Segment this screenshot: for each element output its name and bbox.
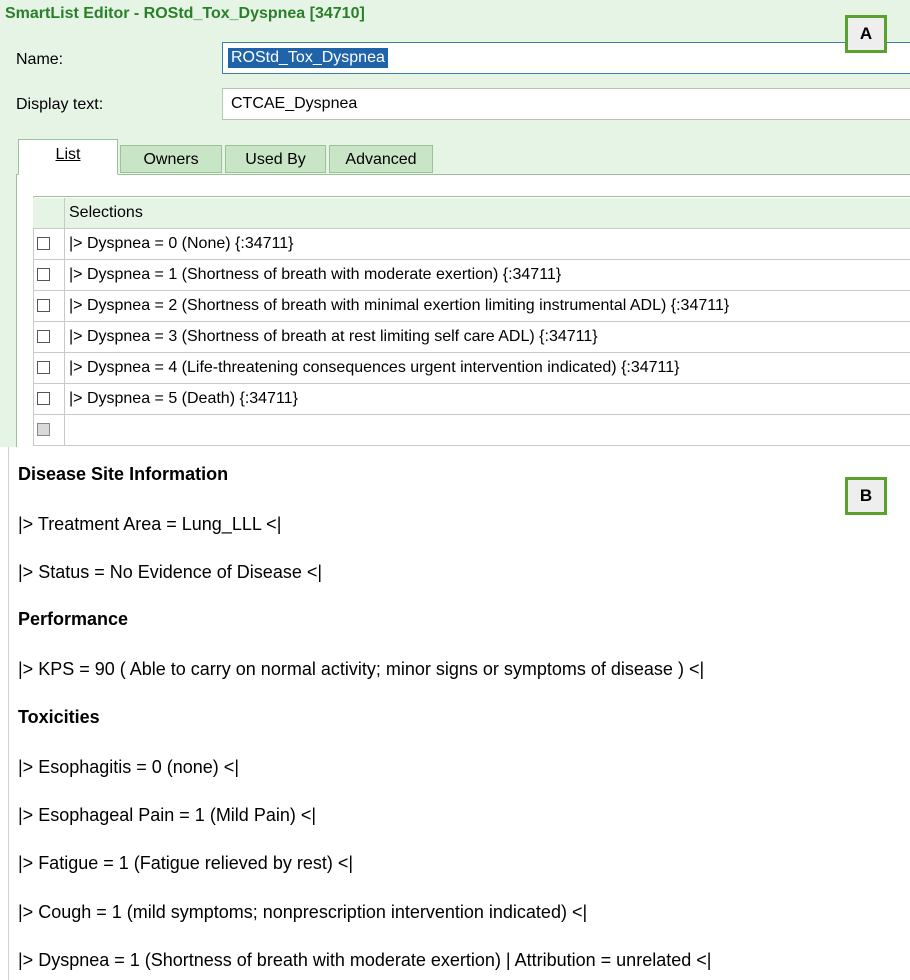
- display-text-value[interactable]: CTCAE_Dyspnea: [231, 95, 358, 112]
- grid-header-check-cell: [33, 198, 65, 228]
- table-row[interactable]: [33, 353, 910, 384]
- note-line: |> Fatigue = 1 (Fatigue relieved by rest) <|: [18, 853, 354, 873]
- new-row-checkbox: [37, 423, 50, 436]
- row-check-cell: [33, 229, 65, 259]
- table-row[interactable]: [33, 291, 910, 322]
- tab-advanced[interactable]: [329, 145, 433, 173]
- display-text-label: Display text:: [16, 96, 104, 113]
- row-check-cell: [33, 353, 65, 383]
- table-row[interactable]: [33, 260, 910, 291]
- name-label: Name:: [16, 51, 64, 68]
- grid-top-border: [33, 196, 910, 197]
- note-line: |> Dyspnea = 1 (Shortness of breath with moderate exertion) | Attribution = unrelated <|: [18, 950, 712, 970]
- row-check-cell: [33, 322, 65, 352]
- note-preview-panel: [0, 447, 910, 980]
- row-checkbox[interactable]: [37, 392, 50, 405]
- selections-grid: [33, 198, 910, 446]
- tab-owners[interactable]: [120, 145, 222, 173]
- tab-list-label: List: [55, 146, 81, 163]
- row-checkbox[interactable]: [37, 268, 50, 281]
- window-title: SmartList Editor - ROStd_Tox_Dyspnea [34710]: [5, 5, 365, 22]
- section-heading: Disease Site Information: [18, 464, 229, 484]
- table-row[interactable]: [33, 384, 910, 415]
- row-check-cell: [33, 415, 65, 445]
- left-divider: [8, 447, 9, 980]
- row-text[interactable]: |> Dyspnea = 0 (None) {:34711}: [69, 235, 294, 252]
- row-check-cell: [33, 291, 65, 321]
- row-check-cell: [33, 384, 65, 414]
- row-text[interactable]: |> Dyspnea = 5 (Death) {:34711}: [69, 390, 298, 407]
- display-text-input[interactable]: [222, 88, 910, 120]
- row-text[interactable]: |> Dyspnea = 2 (Shortness of breath with minimal exertion limiting instrumental ADL) {:34711}: [69, 297, 730, 314]
- tab-owners-label: Owners: [143, 151, 199, 168]
- note-line: |> KPS = 90 ( Able to carry on normal activity; minor signs or symptoms of disease ) <|: [18, 659, 705, 679]
- label-badge-a: A: [845, 15, 887, 53]
- smartlist-editor-window: [0, 0, 910, 447]
- tab-list[interactable]: [18, 139, 118, 175]
- section-heading: Performance: [18, 609, 129, 629]
- tab-advanced-label: Advanced: [345, 151, 417, 168]
- row-text[interactable]: |> Dyspnea = 4 (Life-threatening consequences urgent intervention indicated) {:34711}: [69, 359, 680, 376]
- new-entry-row[interactable]: [33, 415, 910, 446]
- name-input-value[interactable]: ROStd_Tox_Dyspnea: [228, 48, 388, 68]
- row-checkbox[interactable]: [37, 237, 50, 250]
- note-line: |> Status = No Evidence of Disease <|: [18, 562, 323, 582]
- table-row[interactable]: [33, 229, 910, 260]
- table-row[interactable]: [33, 322, 910, 353]
- tab-used-by[interactable]: [225, 145, 326, 173]
- note-line: |> Cough = 1 (mild symptoms; nonprescription intervention indicated) <|: [18, 902, 588, 922]
- name-input[interactable]: [222, 42, 910, 74]
- grid-header-selections[interactable]: Selections: [69, 204, 143, 221]
- note-line: |> Treatment Area = Lung_LLL <|: [18, 514, 282, 534]
- row-check-cell: [33, 260, 65, 290]
- row-text[interactable]: |> Dyspnea = 1 (Shortness of breath with moderate exertion) {:34711}: [69, 266, 562, 283]
- note-line: |> Esophagitis = 0 (none) <|: [18, 757, 239, 777]
- row-checkbox[interactable]: [37, 361, 50, 374]
- tab-used-by-label: Used By: [245, 151, 306, 168]
- section-heading: Toxicities: [18, 707, 100, 727]
- note-line: |> Esophageal Pain = 1 (Mild Pain) <|: [18, 805, 317, 825]
- row-checkbox[interactable]: [37, 330, 50, 343]
- row-checkbox[interactable]: [37, 299, 50, 312]
- row-text[interactable]: |> Dyspnea = 3 (Shortness of breath at rest limiting self care ADL) {:34711}: [69, 328, 598, 345]
- grid-header-row: [33, 198, 910, 229]
- label-badge-b: B: [845, 477, 887, 515]
